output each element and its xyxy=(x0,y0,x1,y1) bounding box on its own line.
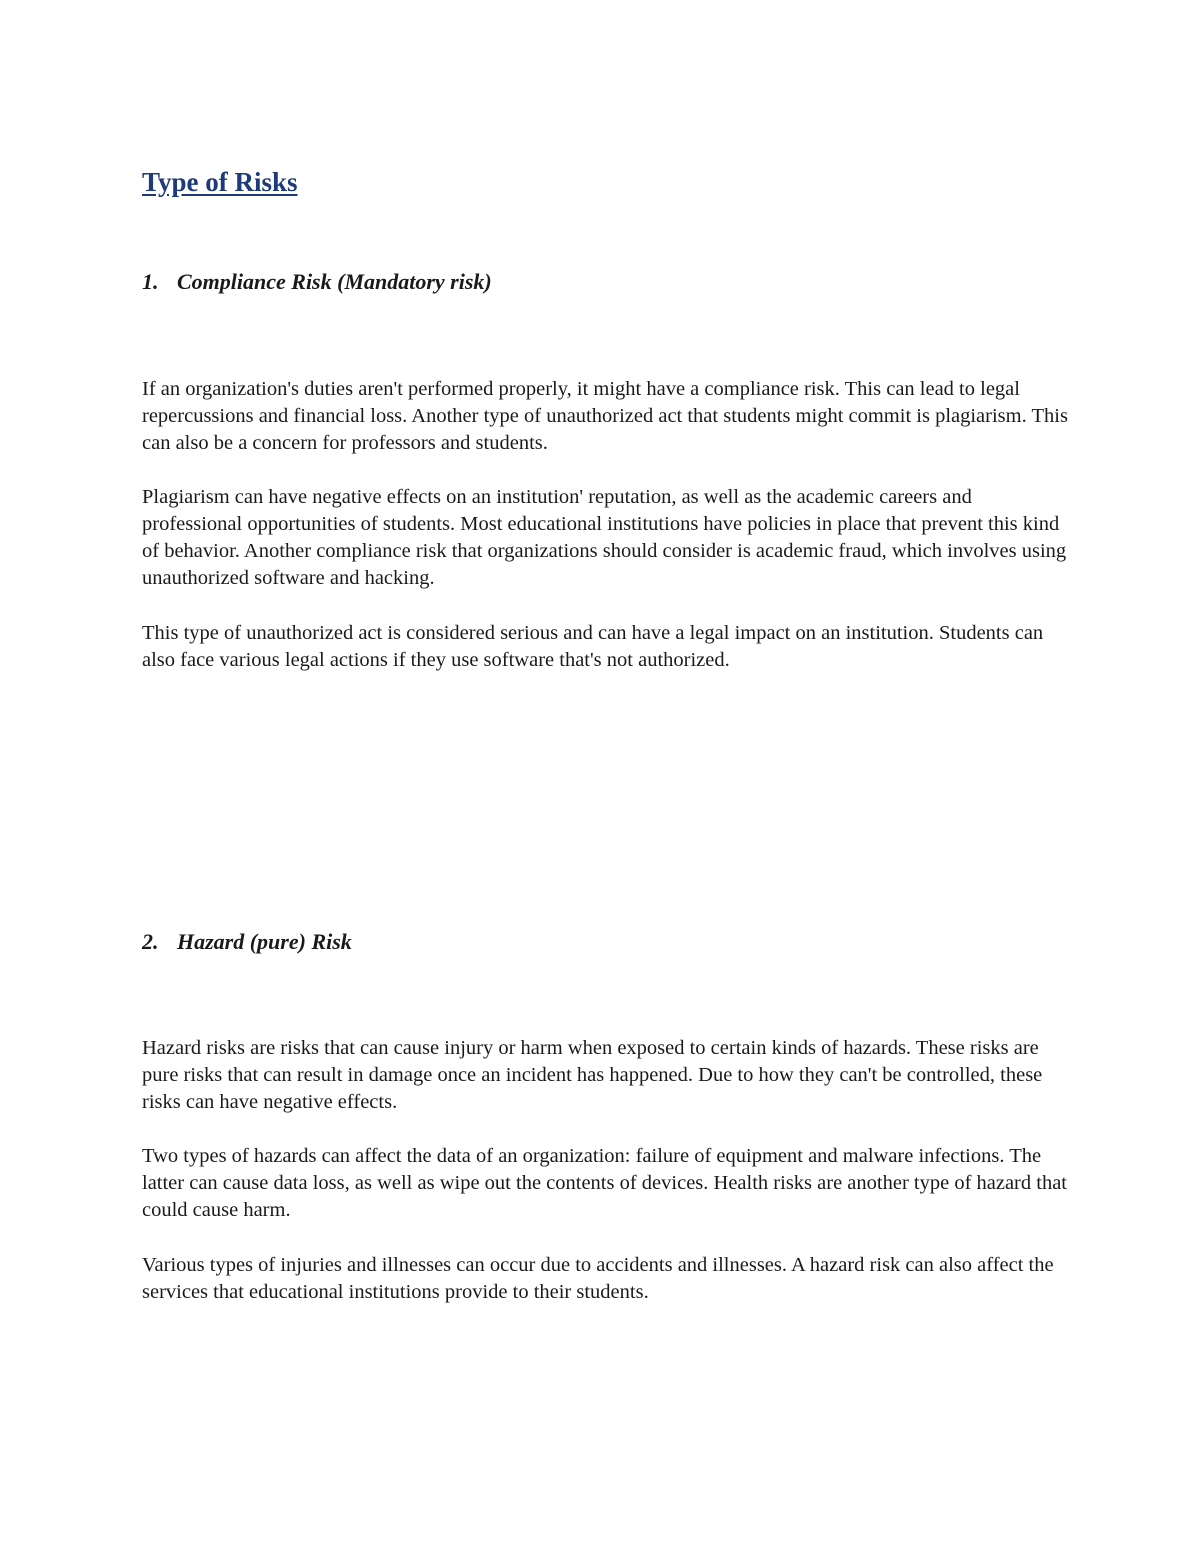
section-heading-compliance-risk xyxy=(142,268,492,296)
section-number: 1. xyxy=(142,269,159,294)
paragraph: If an organization's duties aren't performed properly, it might have a compliance risk. This can lead to legal repercussions and financial loss. Another type of unauthorized act that students might commit is plagiarism. This can also be a concern for professors and students. xyxy=(142,378,1068,454)
paragraph: Various types of injuries and illnesses can occur due to accidents and illnesses. A hazard risk can also affect the services that educational institutions provide to their students. xyxy=(142,1254,1054,1303)
section-heading-hazard-risk xyxy=(142,928,352,956)
paragraph: This type of unauthorized act is considered serious and can have a legal impact on an institution. Students can also face various legal actions if they use software that's not authorized. xyxy=(142,622,1044,671)
paragraph: Two types of hazards can affect the data of an organization: failure of equipment and malware infections. The latter can cause data loss, as well as wipe out the contents of devices. Health risks are another type of hazard that could cause harm. xyxy=(142,1145,1068,1221)
section-heading-text: Hazard (pure) Risk xyxy=(177,929,352,954)
document-title: Type of Risks xyxy=(142,167,298,197)
paragraph: Plagiarism can have negative effects on an institution' reputation, as well as the academic careers and professional opportunities of students. Most educational institutions have policies in place that prevent this kind of behavior. Another compliance risk that organizations should consider is academic fraud, which involves using unauthorized software and hacking. xyxy=(142,486,1067,589)
paragraph: Hazard risks are risks that can cause injury or harm when exposed to certain kinds of hazards. These risks are pure risks that can result in damage once an incident has happened. Due to how they can't be controlled, these risks can have negative effects. xyxy=(142,1037,1043,1113)
section-heading-text: Compliance Risk (Mandatory risk) xyxy=(177,269,492,294)
section-number: 2. xyxy=(142,929,159,954)
